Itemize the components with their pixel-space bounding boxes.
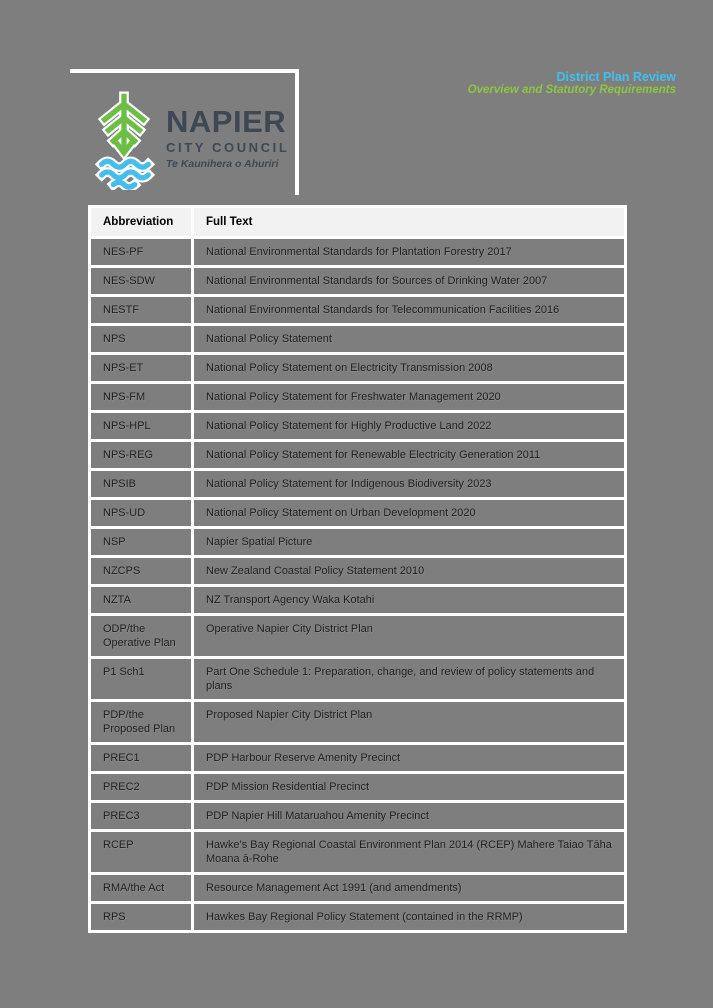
napier-city-council-logo bbox=[92, 90, 289, 190]
logo-wordmark: NAPIER bbox=[166, 104, 287, 139]
full-text-cell: PDP Napier Hill Mataruahou Amenity Precinct bbox=[193, 802, 626, 831]
abbreviation-cell: PREC3 bbox=[90, 802, 193, 831]
header-rule-vertical bbox=[295, 69, 299, 195]
table-row bbox=[90, 470, 626, 499]
document-title-block bbox=[468, 70, 676, 98]
abbreviation-cell: NPS bbox=[90, 325, 193, 354]
logo-text-block bbox=[166, 106, 289, 170]
header-full-text: Full Text bbox=[193, 207, 626, 238]
table-row bbox=[90, 499, 626, 528]
table-row bbox=[90, 658, 626, 701]
table-header-row bbox=[90, 207, 626, 238]
full-text-cell: National Policy Statement on Electricity Transmission 2008 bbox=[193, 354, 626, 383]
full-text-cell: National Policy Statement on Urban Development 2020 bbox=[193, 499, 626, 528]
abbreviation-cell: NPS-UD bbox=[90, 499, 193, 528]
abbreviation-cell: P1 Sch1 bbox=[90, 658, 193, 701]
table-row bbox=[90, 528, 626, 557]
full-text-cell: National Policy Statement for Highly Productive Land 2022 bbox=[193, 412, 626, 441]
table-row bbox=[90, 354, 626, 383]
full-text-cell: Napier Spatial Picture bbox=[193, 528, 626, 557]
full-text-cell: Operative Napier City District Plan bbox=[193, 615, 626, 658]
abbreviation-cell: NPS-REG bbox=[90, 441, 193, 470]
abbreviation-cell: PDP/the Proposed Plan bbox=[90, 701, 193, 744]
table-row bbox=[90, 744, 626, 773]
full-text-cell: New Zealand Coastal Policy Statement 2010 bbox=[193, 557, 626, 586]
full-text-cell: National Policy Statement for Indigenous Biodiversity 2023 bbox=[193, 470, 626, 499]
table-row bbox=[90, 773, 626, 802]
abbreviation-cell: RCEP bbox=[90, 831, 193, 874]
header-abbreviation: Abbreviation bbox=[90, 207, 193, 238]
header-rule-horizontal bbox=[70, 69, 299, 73]
abbreviation-cell: NPS-ET bbox=[90, 354, 193, 383]
abbreviation-cell: RPS bbox=[90, 903, 193, 932]
abbreviation-cell: PREC2 bbox=[90, 773, 193, 802]
full-text-cell: Hawkes Bay Regional Policy Statement (contained in the RRMP) bbox=[193, 903, 626, 932]
full-text-cell: Resource Management Act 1991 (and amendments) bbox=[193, 874, 626, 903]
full-text-cell: National Environmental Standards for Sources of Drinking Water 2007 bbox=[193, 267, 626, 296]
full-text-cell: PDP Mission Residential Precinct bbox=[193, 773, 626, 802]
abbreviations-table bbox=[88, 205, 627, 933]
abbreviation-cell: RMA/the Act bbox=[90, 874, 193, 903]
abbreviation-cell: NES-PF bbox=[90, 238, 193, 267]
abbreviation-cell: NPSIB bbox=[90, 470, 193, 499]
table-row bbox=[90, 874, 626, 903]
table-row bbox=[90, 557, 626, 586]
full-text-cell: Proposed Napier City District Plan bbox=[193, 701, 626, 744]
abbreviation-cell: PREC1 bbox=[90, 744, 193, 773]
table-row bbox=[90, 615, 626, 658]
abbreviation-cell: NSP bbox=[90, 528, 193, 557]
full-text-cell: National Policy Statement for Renewable Electricity Generation 2011 bbox=[193, 441, 626, 470]
table-row bbox=[90, 325, 626, 354]
table-row bbox=[90, 412, 626, 441]
abbreviation-cell: NES-SDW bbox=[90, 267, 193, 296]
table-row bbox=[90, 267, 626, 296]
full-text-cell: National Policy Statement for Freshwater Management 2020 bbox=[193, 383, 626, 412]
table-row bbox=[90, 383, 626, 412]
table-row bbox=[90, 802, 626, 831]
logo-subtitle: CITY COUNCIL bbox=[166, 140, 290, 155]
abbreviation-cell: NPS-HPL bbox=[90, 412, 193, 441]
fern-and-waves-icon bbox=[92, 90, 156, 190]
logo-maori-name: Te Kaunihera o Ahuriri bbox=[166, 158, 279, 170]
full-text-cell: NZ Transport Agency Waka Kotahi bbox=[193, 586, 626, 615]
table-row bbox=[90, 441, 626, 470]
table-row bbox=[90, 296, 626, 325]
table-row bbox=[90, 586, 626, 615]
full-text-cell: PDP Harbour Reserve Amenity Precinct bbox=[193, 744, 626, 773]
abbreviation-cell: NZCPS bbox=[90, 557, 193, 586]
full-text-cell: Hawke's Bay Regional Coastal Environment Plan 2014 (RCEP) Mahere Taiao Tāha Moana ā-Rohe bbox=[193, 831, 626, 874]
document-subtitle: Overview and Statutory Requirements bbox=[467, 84, 676, 97]
table-row bbox=[90, 238, 626, 267]
document-title: District Plan Review bbox=[556, 70, 676, 84]
full-text-cell: National Environmental Standards for Plantation Forestry 2017 bbox=[193, 238, 626, 267]
table-row bbox=[90, 701, 626, 744]
full-text-cell: National Policy Statement bbox=[193, 325, 626, 354]
full-text-cell: National Environmental Standards for Telecommunication Facilities 2016 bbox=[193, 296, 626, 325]
abbreviation-cell: ODP/the Operative Plan bbox=[90, 615, 193, 658]
abbreviation-cell: NESTF bbox=[90, 296, 193, 325]
abbreviation-cell: NPS-FM bbox=[90, 383, 193, 412]
full-text-cell: Part One Schedule 1: Preparation, change, and review of policy statements and plans bbox=[193, 658, 626, 701]
table-row bbox=[90, 831, 626, 874]
table-row bbox=[90, 903, 626, 932]
abbreviation-cell: NZTA bbox=[90, 586, 193, 615]
